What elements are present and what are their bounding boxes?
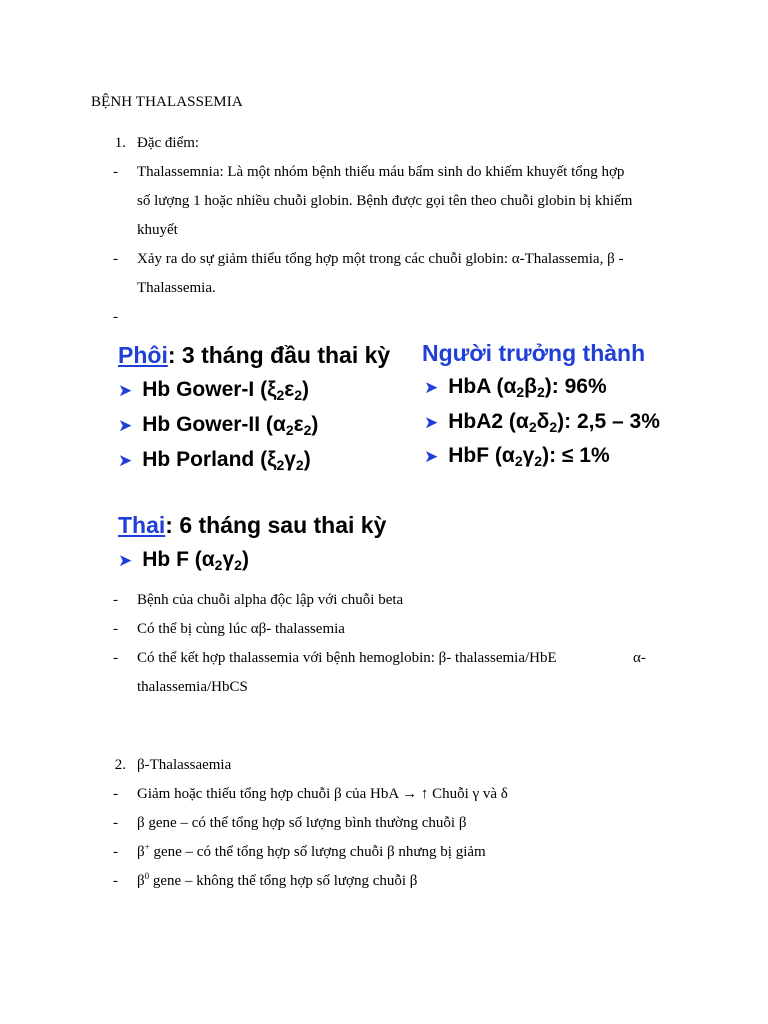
paragraph-line: $\beta^0$ gene – không thể tổng hợp số lượng chuỗi β — [137, 871, 418, 889]
arrow-bullet-icon: ➤ — [118, 381, 133, 400]
paragraph-line: Thalassemnia: Là một nhóm bệnh thiếu máu bẩm sinh do khiếm khuyết tổng hợp — [137, 164, 625, 180]
paragraph-line: Có thể kết hợp thalassemia với bệnh hemoglobin: β- thalassemia/HbE — [137, 650, 557, 666]
thai-rest: : 6 tháng sau thai kỳ — [165, 512, 387, 538]
bullet-dash: - — [113, 621, 118, 637]
thai-heading — [118, 512, 386, 539]
arrow-bullet-icon: ➤ — [424, 378, 439, 397]
arrow-bullet-icon: ➤ — [424, 413, 439, 432]
section-heading-text: β-Thalassaemia — [137, 757, 232, 773]
paragraph-line: khuyết — [137, 222, 178, 238]
paragraph-line: số lượng 1 hoặc nhiều chuỗi globin. Bệnh được gọi tên theo chuỗi globin bị khiếm — [137, 193, 633, 209]
arrow-bullet-icon: ➤ — [118, 451, 133, 470]
paragraph-line: Xảy ra do sự giảm thiểu tổng hợp một trong các chuỗi globin: α-Thalassemia, β - — [137, 251, 624, 267]
paragraph-line-tail: α- — [633, 650, 646, 666]
thai-item: ➤ Hb F $(\alpha_2\gamma_2)$ — [118, 548, 249, 573]
section-number: 1. — [114, 135, 126, 151]
phoi-rest: : 3 tháng đầu thai kỳ — [167, 342, 391, 368]
adult-item: ➤ HbA $(\alpha_2\beta_2)$: 96% — [424, 375, 607, 400]
thai-label: Thai — [118, 512, 166, 538]
phoi-label: Phôi — [118, 342, 168, 368]
phoi-heading — [118, 342, 390, 369]
paragraph-line: Giảm hoặc thiếu tổng hợp chuỗi β của HbA → ↑ Chuỗi γ và δ — [137, 786, 508, 802]
paragraph-line: β gene – có thể tổng hợp số lượng bình thường chuỗi β — [137, 815, 467, 831]
bullet-dash: - — [113, 164, 118, 180]
document-title: BỆNH THALASSEMIA — [91, 94, 243, 110]
paragraph-line: thalassemia/HbCS — [137, 679, 248, 695]
section-heading-text: Đặc điểm: — [137, 135, 200, 151]
bullet-dash: - — [113, 309, 118, 325]
adult-heading: Người trưởng thành — [422, 340, 646, 366]
phoi-item: ➤ Hb Porland $(\xi_2\gamma_2)$ — [118, 448, 311, 473]
adult-item: ➤ HbA2 $(\alpha_2\delta_2)$: 2,5 – 3% — [424, 410, 660, 435]
bullet-dash: - — [113, 873, 118, 889]
paragraph-line: Bệnh của chuỗi alpha độc lập với chuỗi beta — [137, 592, 404, 608]
paragraph-line: β+ gene – có thể tổng hợp số lượng chuỗi β nhưng bị giảm — [137, 842, 486, 860]
arrow-bullet-icon: ➤ — [118, 551, 133, 570]
bullet-dash: - — [113, 251, 118, 267]
adult-item: ➤ HbF $(\alpha_2\gamma_2)$: ≤ 1% — [424, 444, 610, 469]
bullet-dash: - — [113, 786, 118, 802]
arrow-bullet-icon: ➤ — [118, 416, 133, 435]
arrow-bullet-icon: ➤ — [424, 447, 439, 466]
phoi-item: ➤ Hb Gower-II $(\alpha_2\varepsilon_2)$ — [118, 413, 319, 438]
phoi-item: ➤ Hb Gower-I $(\xi_2\varepsilon_2)$ — [118, 378, 309, 403]
bullet-dash: - — [113, 844, 118, 860]
section-number: 2. — [114, 757, 126, 773]
bullet-dash: - — [113, 650, 118, 666]
paragraph-line: Có thể bị cùng lúc αβ- thalassemia — [137, 621, 345, 637]
hemoglobin-figure — [112, 334, 712, 582]
paragraph-line: Thalassemia. — [137, 280, 216, 296]
bullet-dash: - — [113, 592, 118, 608]
bullet-dash: - — [113, 815, 118, 831]
